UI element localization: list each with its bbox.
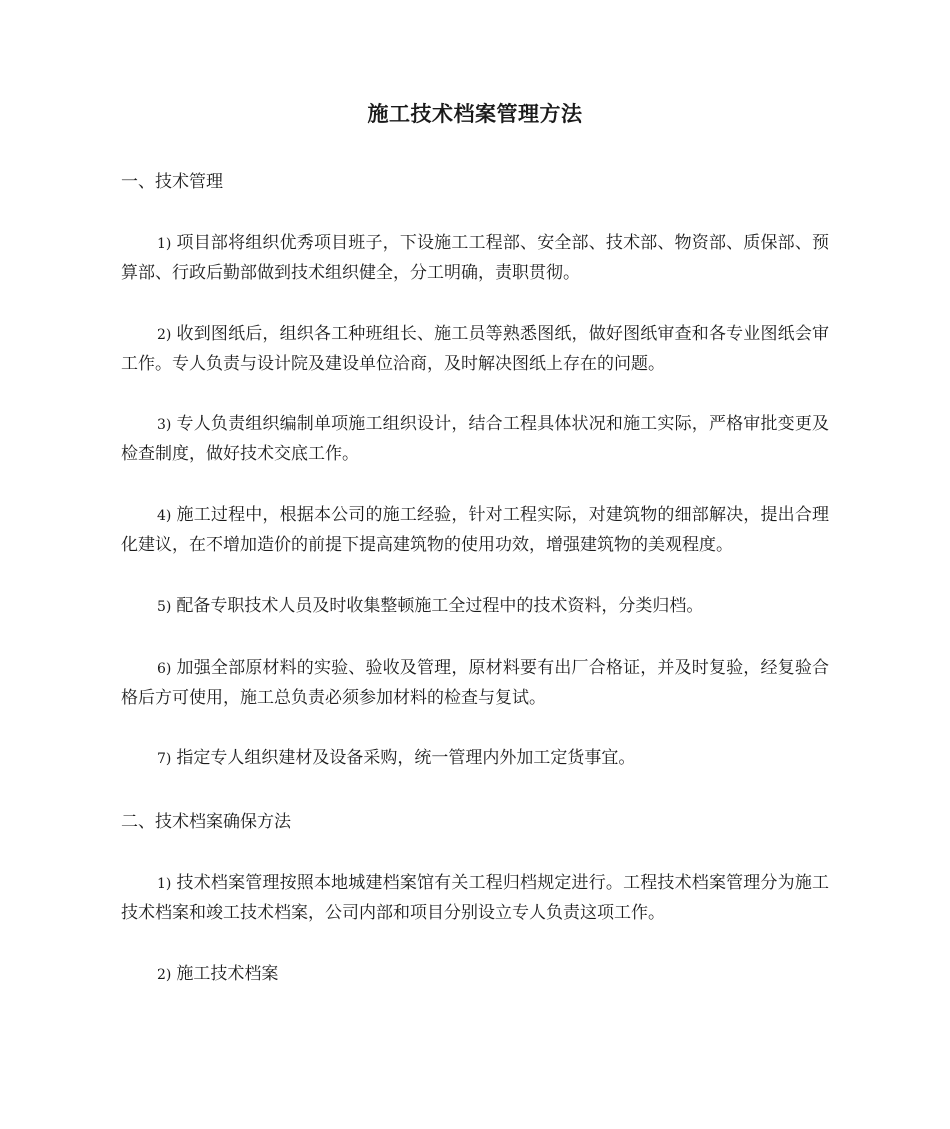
section-heading-technical-management: 一、技术管理	[121, 172, 223, 192]
paragraph-item	[121, 501, 829, 560]
item-text: 施工过程中，根据本公司的施工经验，针对工程实际，对建筑物的细部解决，提出合理化建议，在不增加造价的前提下提高建筑物的使用功效，增强建筑物的美观程度。	[121, 505, 829, 555]
item-text: 施工技术档案	[176, 964, 279, 984]
item-number: 5)	[157, 599, 172, 615]
paragraph-item	[121, 229, 829, 288]
item-number: 2)	[157, 327, 172, 343]
item-text: 收到图纸后，组织各工种班组长、施工员等熟悉图纸，做好图纸审查和各专业图纸会审工作。专人负责与设计院及建设单位洽商，及时解决图纸上存在的问题。	[121, 324, 829, 374]
item-text: 项目部将组织优秀项目班子，下设施工工程部、安全部、技术部、物资部、质保部、预算部、行政后勤部做到技术组织健全，分工明确，责职贯彻。	[121, 233, 829, 283]
paragraph-item	[121, 592, 829, 622]
item-text: 专人负责组织编制单项施工组织设计，结合工程具体状况和施工实际，严格审批变更及检查制度，做好技术交底工作。	[121, 414, 829, 464]
section-heading-archive-measures: 二、技术档案确保方法	[121, 812, 291, 832]
item-number: 4)	[157, 508, 172, 524]
item-number: 1)	[157, 876, 172, 892]
paragraph-item	[121, 869, 829, 928]
paragraph-item	[121, 654, 829, 713]
item-number: 3)	[157, 417, 172, 433]
document-title: 施工技术档案管理方法	[367, 102, 583, 126]
item-number: 2)	[157, 967, 172, 983]
paragraph-item	[121, 320, 829, 379]
paragraph-item	[121, 410, 829, 469]
item-number: 6)	[157, 661, 172, 677]
paragraph-item	[121, 744, 829, 774]
item-text: 指定专人组织建材及设备采购，统一管理内外加工定货事宜。	[176, 748, 636, 768]
item-text: 加强全部原材料的实验、验收及管理，原材料要有出厂合格证，并及时复验，经复验合格后方可使用，施工总负责必须参加材料的检查与复试。	[121, 658, 829, 708]
item-number: 1)	[157, 236, 172, 252]
item-text: 技术档案管理按照本地城建档案馆有关工程归档规定进行。工程技术档案管理分为施工技术档案和竣工技术档案，公司内部和项目分别设立专人负责这项工作。	[121, 873, 829, 923]
item-number: 7)	[157, 751, 172, 767]
item-text: 配备专职技术人员及时收集整顿施工全过程中的技术资料，分类归档。	[176, 596, 704, 616]
paragraph-item	[121, 960, 829, 990]
